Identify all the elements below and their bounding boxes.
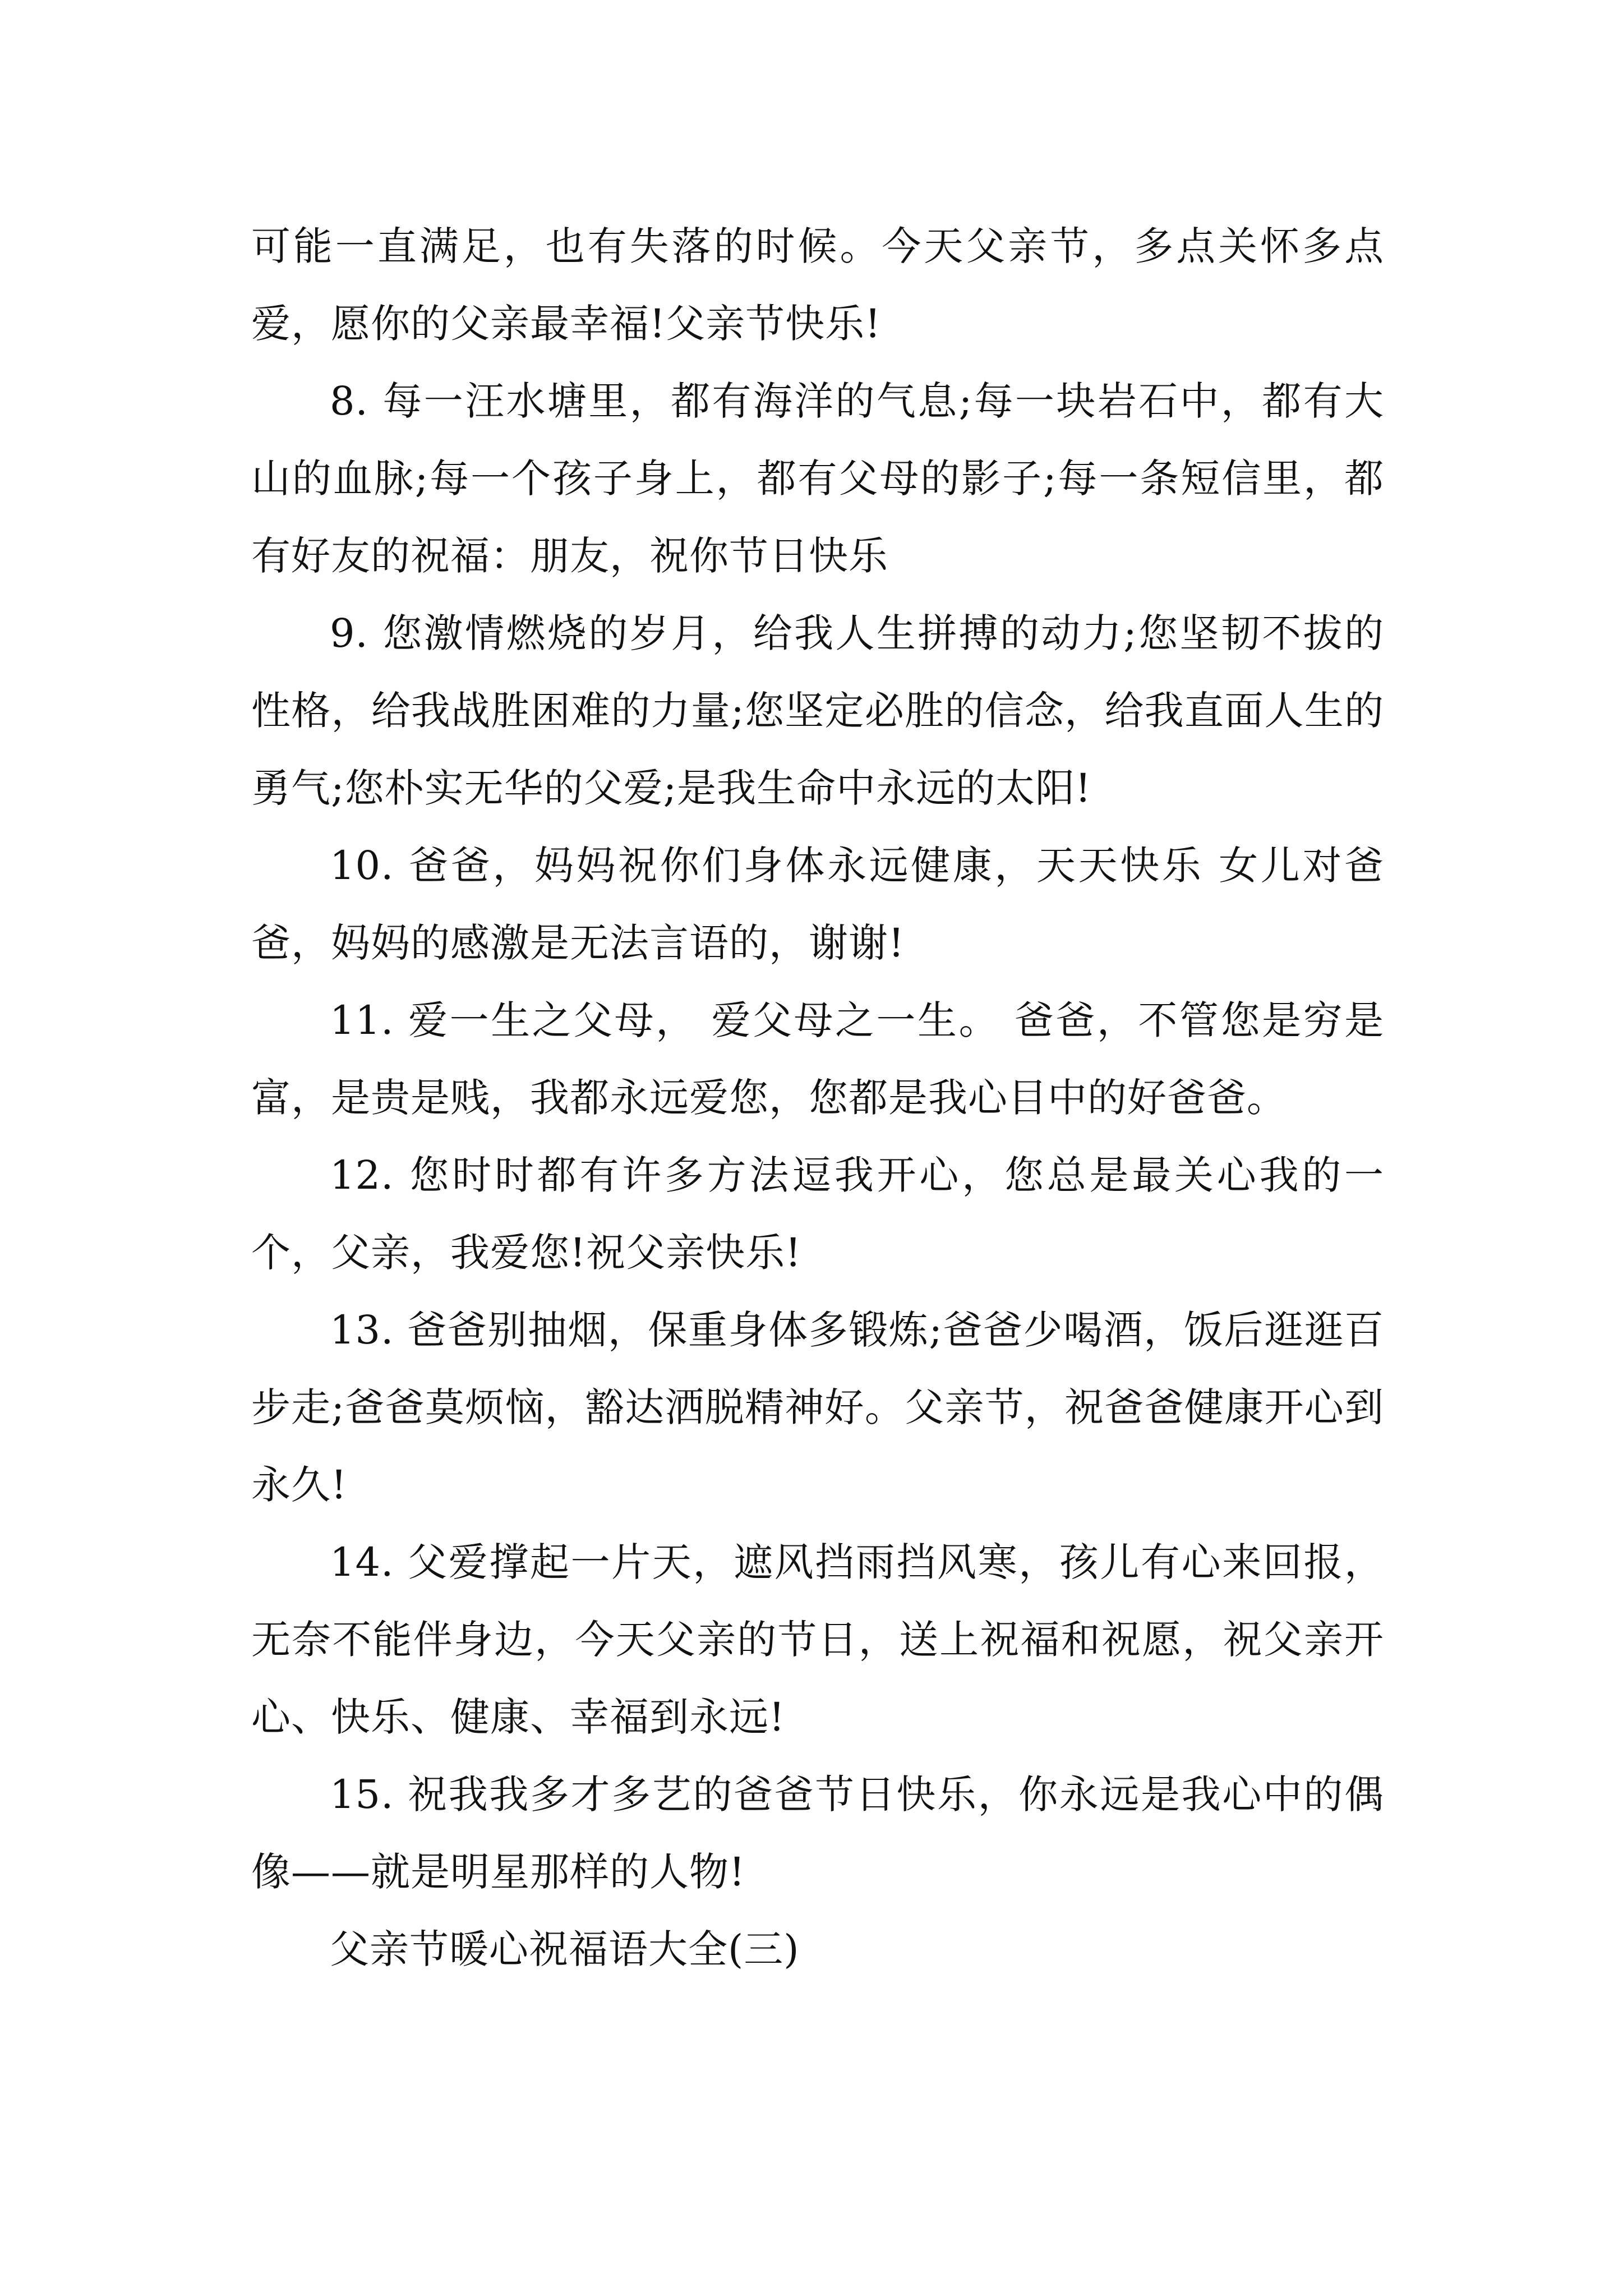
list-item-9: 9. 您激情燃烧的岁月，给我人生拼搏的动力;您坚韧不拔的性格，给我战胜困难的力量;您坚定必胜的信念，给我直面人生的勇气;您朴实无华的父爱;是我生命中永远的太阳! <box>251 610 1384 811</box>
section-heading: 父亲节暖心祝福语大全(三) <box>330 1926 800 1972</box>
list-item-13: 13. 爸爸别抽烟，保重身体多锻炼;爸爸少喝酒，饭后逛逛百步走;爸爸莫烦恼，豁达洒脱精神好。父亲节，祝爸爸健康开心到永久! <box>251 1307 1384 1508</box>
list-item-11: 11. 爱一生之父母， 爱父母之一生。 爸爸，不管您是穷是富，是贵是贱，我都永远爱您，您都是我心目中的好爸爸。 <box>251 997 1384 1121</box>
list-item-15: 15. 祝我我多才多艺的爸爸节日快乐，你永远是我心中的偶像——就是明星那样的人物! <box>251 1772 1384 1895</box>
list-item-10: 10. 爸爸，妈妈祝你们身体永远健康，天天快乐 女儿对爸爸，妈妈的感激是无法言语的，谢谢! <box>251 843 1384 966</box>
paragraph-continuation: 可能一直满足，也有失落的时候。今天父亲节，多点关怀多点爱，愿你的父亲最幸福!父亲节快乐! <box>251 223 1384 347</box>
list-item-8: 8. 每一汪水塘里，都有海洋的气息;每一块岩石中，都有大山的血脉;每一个孩子身上，都有父母的影子;每一条短信里，都有好友的祝福：朋友，祝你节日快乐 <box>251 378 1384 579</box>
list-item-12: 12. 您时时都有许多方法逗我开心，您总是最关心我的一个，父亲，我爱您!祝父亲快乐! <box>251 1152 1384 1276</box>
list-item-14: 14. 父爱撑起一片天，遮风挡雨挡风寒，孩儿有心来回报，无奈不能伴身边，今天父亲的节日，送上祝福和祝愿，祝父亲开心、快乐、健康、幸福到永远! <box>251 1539 1384 1740</box>
document-body <box>251 208 1384 1988</box>
